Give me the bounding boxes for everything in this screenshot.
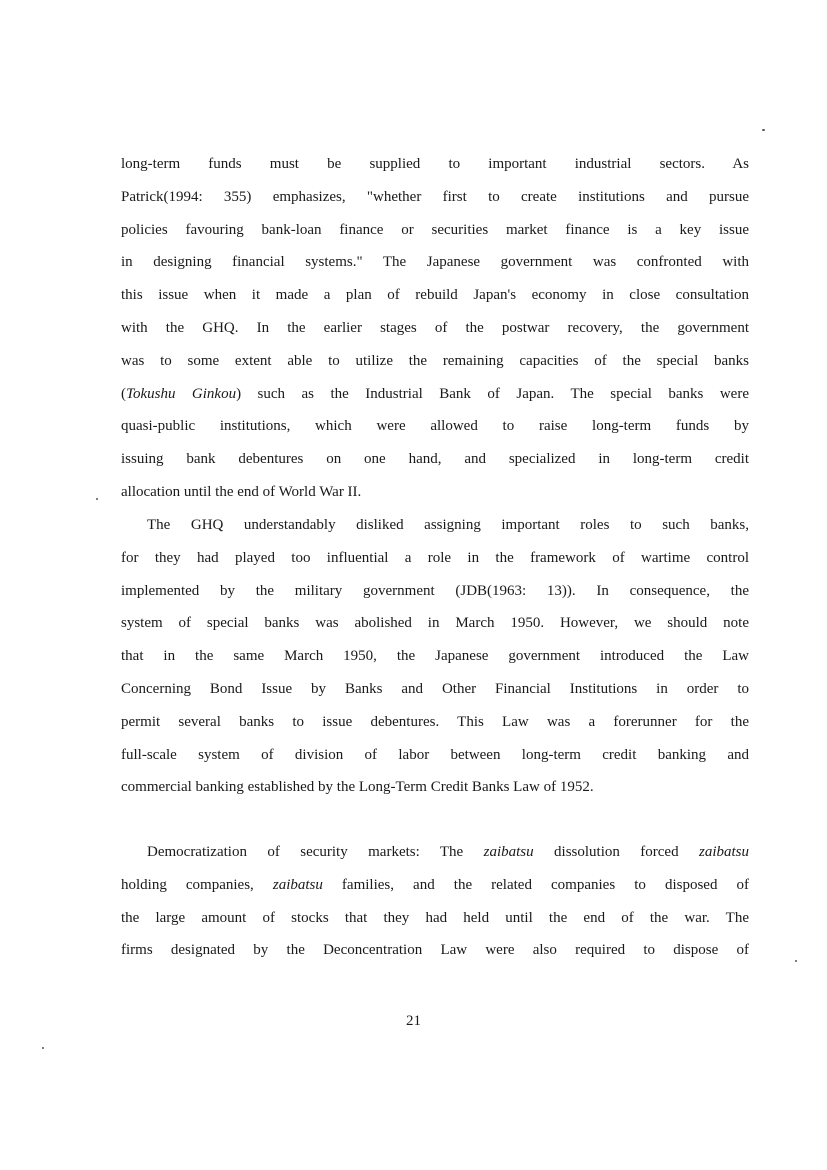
paragraph-3 — [121, 836, 749, 967]
text-line: system of special banks was abolished in March 1950. However, we should note — [121, 615, 749, 632]
text-line: the large amount of stocks that they had held until the end of the war. The — [121, 909, 749, 926]
text-line: Democratization of security markets: The zaibatsu dissolution forced zaibatsu — [147, 844, 749, 860]
paragraph-1 — [121, 148, 749, 509]
text-line: for they had played too influential a role in the framework of wartime control — [121, 549, 749, 566]
text-line: Patrick(1994: 355) emphasizes, "whether first to create institutions and pursue — [121, 188, 749, 205]
text-line: implemented by the military government (JDB(1963: 13)). In consequence, the — [121, 582, 749, 599]
text-line: commercial banking established by the Long-Term Credit Banks Law of 1952. — [121, 779, 594, 796]
text-line: (Tokushu Ginkou) such as the Industrial Bank of Japan. The special banks were — [121, 385, 749, 402]
text-line: The GHQ understandably disliked assigning important roles to such banks, — [147, 517, 749, 533]
text-line: full-scale system of division of labor between long-term credit banking and — [121, 746, 749, 763]
text-line: Concerning Bond Issue by Banks and Other Financial Institutions in order to — [121, 680, 749, 697]
scan-speck — [762, 129, 765, 131]
scan-speck — [42, 1047, 44, 1049]
text-line: holding companies, zaibatsu families, and the related companies to disposed of — [121, 876, 749, 893]
text-line: permit several banks to issue debentures. This Law was a forerunner for the — [121, 713, 749, 730]
page-number: 21 — [406, 1013, 421, 1029]
text-line: allocation until the end of World War II. — [121, 483, 362, 500]
text-line: in designing financial systems." The Japanese government was confronted with — [121, 254, 749, 271]
scan-speck — [795, 960, 797, 962]
text-line: firms designated by the Deconcentration Law were also required to dispose of — [121, 942, 749, 959]
text-line: was to some extent able to utilize the remaining capacities of the special banks — [121, 352, 749, 369]
text-line: that in the same March 1950, the Japanese government introduced the Law — [121, 648, 749, 665]
paragraph-2 — [121, 509, 749, 804]
text-line: policies favouring bank-loan finance or securities market finance is a key issue — [121, 221, 749, 238]
scan-speck — [96, 498, 98, 500]
text-line: long-term funds must be supplied to important industrial sectors. As — [121, 156, 749, 172]
text-line: this issue when it made a plan of rebuild Japan's economy in close consultation — [121, 287, 749, 304]
text-line: with the GHQ. In the earlier stages of the postwar recovery, the government — [121, 319, 749, 336]
text-line: issuing bank debentures on one hand, and specialized in long-term credit — [121, 451, 749, 468]
text-line: quasi-public institutions, which were allowed to raise long-term funds by — [121, 418, 749, 435]
